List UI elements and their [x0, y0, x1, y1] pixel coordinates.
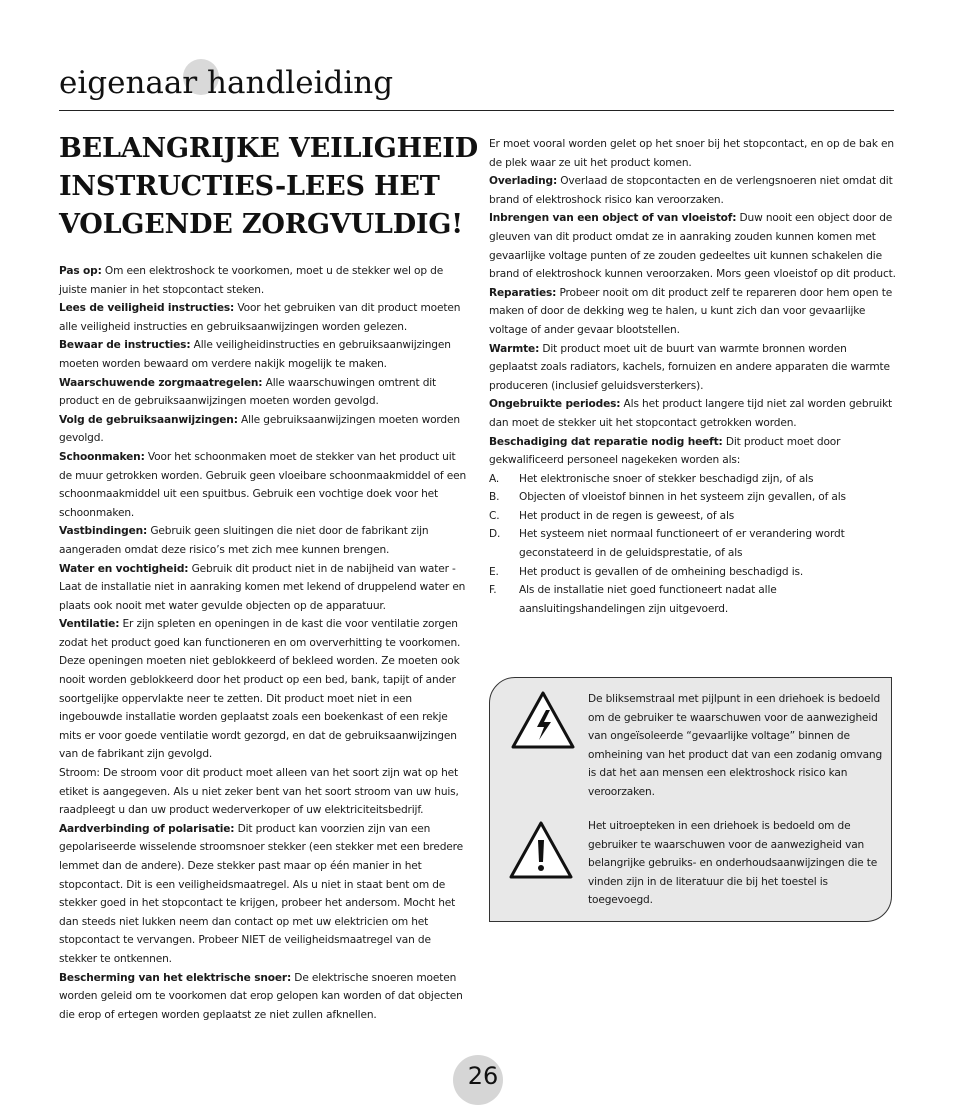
instruction-term: Inbrengen van een object of van vloeistof:: [489, 212, 737, 225]
instruction-text: Probeer nooit om dit product zelf te repareren door hem open te maken of door de dekking weg te halen, u kunt zich dan voor gevaarlijke voltage of ander gevaar blootstellen.: [489, 286, 893, 336]
instruction-text: Stroom: De stroom voor dit product moet alleen van het soort zijn wat op het etiket is aangegeven. Als u niet zeker bent van het soort stroom van uw huis, raadpleegt u dan uw product wederverkoper of uw elektriciteitsbedrijf.: [59, 767, 459, 817]
instruction-term: Vastbindingen:: [59, 525, 148, 538]
instruction-text: Gebruik dit product niet in de nabijheid van water - Laat de installatie niet in aanraking komen met lekend of druppelend water en plaats ook nooit met water gevulde objecten op de apparatuur.: [59, 562, 466, 612]
right-column-paragraphs: [489, 135, 897, 470]
main-heading-line: INSTRUCTIES-LEES HET: [59, 171, 440, 202]
instruction-term: Lees de veiligheid instructies:: [59, 302, 235, 315]
page-header-title: eigenaar handleiding: [59, 65, 394, 101]
instruction-paragraph: [59, 374, 467, 411]
damage-list: [489, 470, 897, 619]
instruction-paragraph: [489, 395, 897, 432]
instruction-paragraph: [59, 299, 467, 336]
list-item: [489, 470, 897, 489]
instruction-text: Er zijn spleten en openingen in de kast die voor ventilatie zorgen zodat het product goed kan functioneren en om oververhitting te voorkomen. Deze openingen moeten niet geblokkeerd of bekleed worden. Ze moeten ook nooit worden geblokkeerd door het product op een bed, bank, tapijt of ander soortgelijke oppervlakte neer te zetten. Dit product moet niet in een ingebouwde installatie worden geplaatst zoals een boekenkast of een rekje mits er voor goede ventilatie wordt gezorgd, en dat de gebruiksaanwijzingen van de fabrikant zijn gevolgd.: [59, 618, 461, 761]
instruction-paragraph: [489, 433, 897, 470]
list-item: [489, 488, 897, 507]
instruction-term: Ongebruikte periodes:: [489, 398, 621, 411]
instruction-paragraph: [489, 340, 897, 396]
instruction-paragraph: [489, 209, 897, 283]
list-item: [489, 563, 897, 582]
list-item-text: Het product is gevallen of de omheining beschadigd is.: [519, 565, 804, 578]
list-item-marker: D.: [489, 528, 501, 541]
instruction-term: Water en vochtigheid:: [59, 562, 189, 575]
instruction-term: Beschadiging dat reparatie nodig heeft:: [489, 435, 723, 448]
instruction-paragraph: [489, 172, 897, 209]
page-number: 26: [467, 1062, 499, 1090]
instruction-paragraph: [59, 969, 467, 1025]
main-heading-line: VOLGENDE ZORGVULDIG!: [59, 209, 463, 240]
list-item: [489, 525, 897, 562]
instruction-paragraph: [59, 615, 467, 764]
instruction-paragraph: [59, 448, 467, 522]
list-item-marker: A.: [489, 472, 500, 485]
list-item: [489, 581, 897, 618]
instruction-paragraph: [59, 560, 467, 616]
list-item-text: Het systeem niet normaal functioneert of er verandering wordt geconstateerd in de geluidsprestatie, of als: [519, 528, 845, 560]
instruction-paragraph: [59, 336, 467, 373]
instruction-paragraph: [489, 284, 897, 340]
instruction-paragraph: [59, 262, 467, 299]
list-item-marker: B.: [489, 491, 500, 504]
instruction-text: Als het product langere tijd niet zal worden gebruikt dan moet de stekker uit het stopcontact getrokken worden.: [489, 398, 893, 429]
instruction-text: Dit product moet uit de buurt van warmte bronnen worden geplaatst zoals radiators, kachels, fornuizen en andere apparaten die warmte produceren (inclusief geluidsversterkers).: [489, 342, 890, 392]
list-item-text: Als de installatie niet goed functioneert nadat alle aansluitingshandelingen zijn uitgevoerd.: [519, 584, 777, 615]
instruction-paragraph: [59, 522, 467, 559]
list-item-marker: C.: [489, 509, 500, 522]
list-item-text: Het elektronische snoer of stekker beschadigd zijn, of als: [519, 472, 814, 485]
instruction-text: Om een elektroshock te voorkomen, moet u de stekker wel op de juiste manier in het stopcontact steken.: [59, 265, 444, 296]
instruction-term: Overlading:: [489, 175, 558, 188]
instruction-text: Dit product moet door gekwalificeerd personeel nagekeken worden als:: [489, 435, 841, 467]
left-text-column: [59, 262, 467, 1024]
instruction-text: Gebruik geen sluitingen die niet door de fabrikant zijn aangeraden omdat deze risico’s met zich mee kunnen brengen.: [59, 525, 429, 556]
instruction-paragraph: [59, 820, 467, 969]
lightning-warning-icon: [510, 690, 576, 750]
instruction-term: Aardverbinding of polarisatie:: [59, 822, 235, 835]
instruction-term: Reparaties:: [489, 286, 557, 299]
warning-symbols-box: [489, 677, 892, 922]
instruction-term: Ventilatie:: [59, 618, 120, 631]
instruction-text: Voor het schoonmaken moet de stekker van het product uit de muur getrokken worden. Gebruik geen vloeibare schoonmaakmiddel of een schoonmaakmiddel uit een spuitbus. Gebruik een vochtige doek voor het schoonmaken.: [59, 450, 467, 519]
instruction-term: Waarschuwende zorgmaatregelen:: [59, 376, 263, 389]
instruction-text: Er moet vooral worden gelet op het snoer bij het stopcontact, en op de bak en de plek waar ze uit het product komen.: [489, 138, 894, 169]
list-item-marker: F.: [489, 584, 497, 597]
list-item-text: Objecten of vloeistof binnen in het systeem zijn gevallen, of als: [519, 491, 846, 504]
instruction-term: Pas op:: [59, 265, 102, 277]
instruction-text: Alle gebruiksaanwijzingen moeten worden gevolgd.: [59, 413, 460, 445]
instruction-term: Warmte:: [489, 342, 540, 355]
exclamation-warning-icon: [508, 820, 574, 880]
instruction-term: Schoonmaken:: [59, 450, 145, 463]
main-heading: [59, 130, 479, 244]
list-item-marker: E.: [489, 565, 499, 578]
instruction-term: Bescherming van het elektrische snoer:: [59, 971, 292, 984]
instruction-text: Alle veiligheidinstructies en gebruiksaanwijzingen moeten worden bewaard om verdere nakijk mogelijk te maken.: [59, 339, 451, 370]
instruction-paragraph: [489, 135, 897, 172]
instruction-paragraph: [59, 411, 467, 448]
list-item-text: Het product in de regen is geweest, of als: [519, 509, 735, 522]
instruction-text: Duw nooit een object door de gleuven van dit product omdat ze in aanraking zouden kunnen komen met gevaarlijke voltage punten of ze zouden gedeeltes uit kunnen schakelen die brand of elektroshock kunnen veroorzaken. Mors geen vloeistof op dit product.: [489, 212, 896, 281]
list-item: [489, 507, 897, 526]
instruction-term: Volg de gebruiksaanwijzingen:: [59, 413, 238, 426]
instruction-text: Overlaad de stopcontacten en de verlengsnoeren niet omdat dit brand of elektroshock risico kan veroorzaken.: [489, 175, 893, 206]
instruction-text: Voor het gebruiken van dit product moeten alle veiligheid instructies en gebruiksaanwijzingen worden gelezen.: [59, 302, 461, 333]
instruction-text: Dit product kan voorzien zijn van een gepolariseerde wisselende stroomsnoer stekker (een stekker met een bredere lemmet dan de andere). Deze stekker past maar op één manier in het stopcontact. Dit is een veiligheidsmaatregel. Als u niet in staat bent om de stekker goed in het stopcontact te krijgen, probeer het andersom. Mocht het dan steeds niet lukken neem dan contact op met uw elektricien om het stopcontact te vervangen. Probeer NIET de veiligheidsmaatregel van de stekker te ontkennen.: [59, 822, 464, 965]
main-heading-line: BELANGRIJKE VEILIGHEID: [59, 133, 478, 164]
lightning-warning-text: De bliksemstraal met pijlpunt in een driehoek is bedoeld om de gebruiker te waarschuwen voor de aanwezigheid van ongeïsoleerde “gevaarlijke voltage” binnen de omheining van het product dat van een zodanig omvang is dat het aan mensen een elektroshock risico kan veroorzaken.: [588, 693, 883, 798]
instruction-term: Bewaar de instructies:: [59, 339, 191, 352]
instruction-paragraph: [59, 764, 467, 820]
instruction-text: Alle waarschuwingen omtrent dit product en de gebruiksaanwijzingen moeten worden gevolgd.: [59, 376, 437, 408]
instruction-text: De elektrische snoeren moeten worden geleid om te voorkomen dat erop gelopen kan worden of dat objecten die erop of ertegen worden geplaatst ze niet zullen afknellen.: [59, 971, 463, 1021]
exclamation-warning-text: Het uitroepteken in een driehoek is bedoeld om de gebruiker te waarschuwen voor de aanwezigheid van belangrijke gebruiks- en onderhoudsaanwijzingen die te vinden zijn in de literatuur die bij het toestel is toegevoegd.: [588, 820, 878, 907]
right-text-column: [489, 135, 897, 618]
